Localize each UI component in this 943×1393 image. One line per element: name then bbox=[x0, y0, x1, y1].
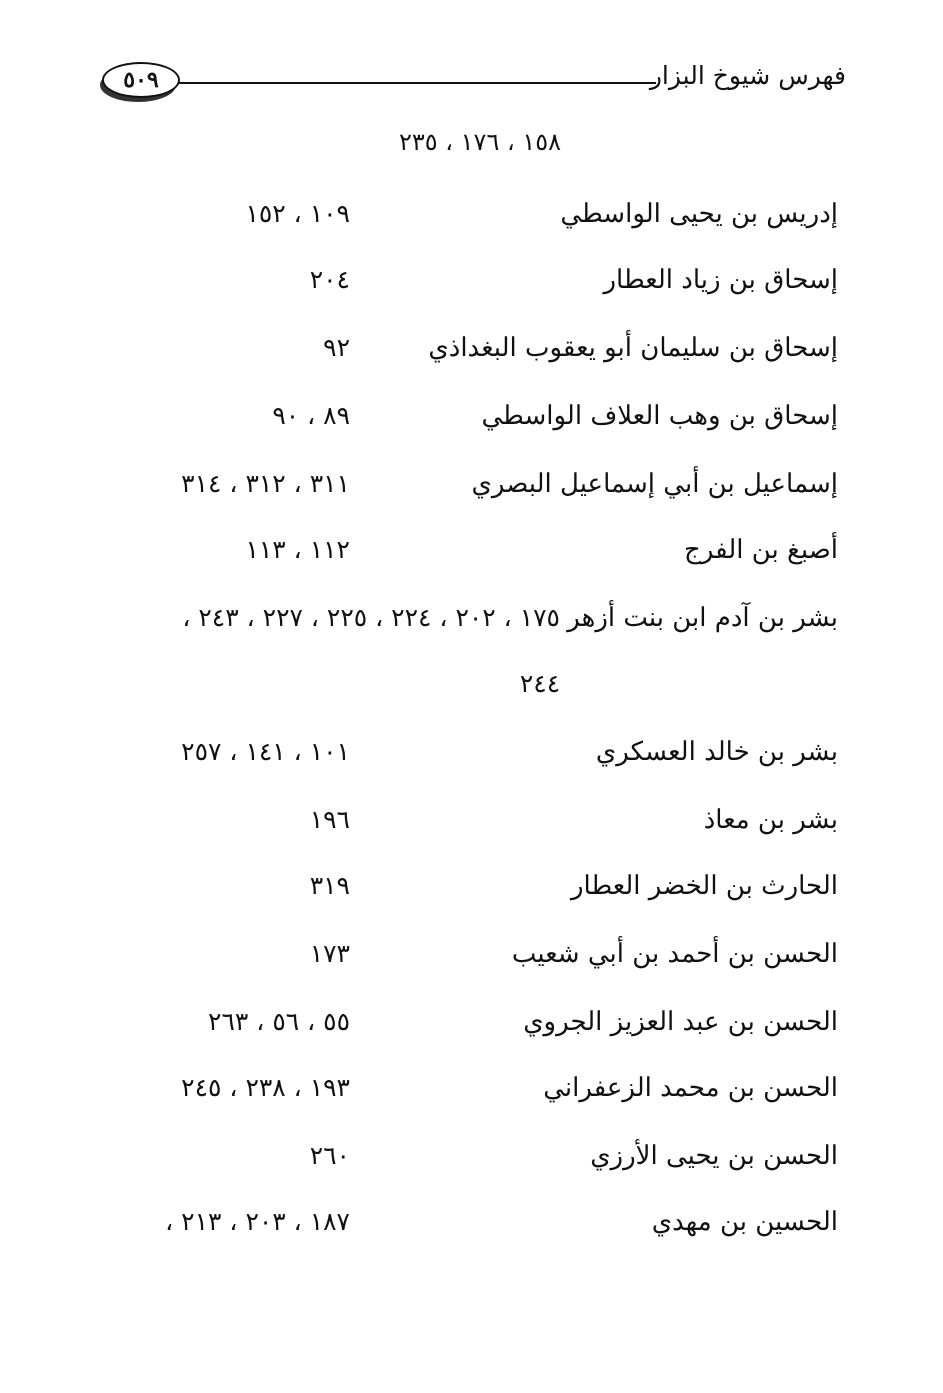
header-rule bbox=[178, 82, 656, 84]
entry-name: بشر بن آدم ابن بنت أزهر bbox=[567, 603, 838, 633]
continuation-line: ١٥٨ ، ١٧٦ ، ٢٣٥ bbox=[398, 128, 562, 156]
entry-name: إسماعيل بن أبي إسماعيل البصري bbox=[471, 469, 838, 499]
entry-pages: ١٧٣ bbox=[309, 939, 350, 968]
entry-name: الحارث بن الخضر العطار bbox=[570, 871, 838, 901]
index-entry bbox=[90, 798, 838, 842]
entry-pages: ٢٠٤ bbox=[309, 265, 350, 294]
index-entry bbox=[90, 864, 838, 908]
entry-name: الحسن بن عبد العزيز الجروي bbox=[523, 1007, 838, 1037]
index-entry bbox=[90, 258, 838, 302]
entry-name: إدريس بن يحيى الواسطي bbox=[560, 199, 838, 229]
index-entry bbox=[90, 326, 838, 370]
index-entry bbox=[90, 462, 838, 506]
entry-pages: ١٠١ ، ١٤١ ، ٢٥٧ bbox=[181, 737, 350, 766]
index-entry bbox=[90, 596, 838, 640]
index-entry bbox=[90, 1066, 838, 1110]
entry-pages: ١٧٥ ، ٢٠٢ ، ٢٢٤ ، ٢٢٥ ، ٢٢٧ ، ٢٤٣ ، bbox=[182, 603, 560, 632]
index-entry bbox=[90, 394, 838, 438]
page-header bbox=[98, 56, 846, 106]
entry-name: الحسن بن أحمد بن أبي شعيب bbox=[511, 939, 838, 969]
entry-pages: ١٩٣ ، ٢٣٨ ، ٢٤٥ bbox=[181, 1073, 350, 1102]
entry-pages: ٣١٩ bbox=[309, 871, 350, 900]
entry-pages: ٣١١ ، ٣١٢ ، ٣١٤ bbox=[181, 469, 350, 498]
entry-name: إسحاق بن زياد العطار bbox=[603, 265, 838, 295]
header-title: فهرس شيوخ البزار bbox=[649, 61, 846, 90]
index-entry bbox=[90, 1134, 838, 1178]
index-entry bbox=[90, 730, 838, 774]
entry-pages: ١٨٧ ، ٢٠٣ ، ٢١٣ ، bbox=[165, 1207, 350, 1236]
page-number: ٥٠٩ bbox=[123, 67, 159, 93]
entry-pages: ٨٩ ، ٩٠ bbox=[272, 401, 350, 430]
entry-name: الحسين بن مهدي bbox=[651, 1207, 838, 1237]
entry-name: بشر بن معاذ bbox=[703, 805, 838, 835]
entry-name: إسحاق بن وهب العلاف الواسطي bbox=[481, 401, 838, 431]
index-entry bbox=[90, 932, 838, 976]
entry-pages: ٩٢ bbox=[323, 333, 350, 362]
entry-name: إسحاق بن سليمان أبو يعقوب البغداذي bbox=[428, 333, 838, 363]
index-entry bbox=[90, 1000, 838, 1044]
entry-pages: ٢٦٠ bbox=[309, 1141, 350, 1170]
page-number-badge bbox=[102, 62, 180, 98]
entry-pages-continuation: ٢٤٤ bbox=[519, 669, 561, 698]
index-entry bbox=[90, 528, 838, 572]
entry-pages: ١١٢ ، ١١٣ bbox=[245, 535, 350, 564]
entry-name: الحسن بن يحيى الأرزي bbox=[590, 1141, 838, 1171]
entry-pages: ٥٥ ، ٥٦ ، ٢٦٣ bbox=[208, 1007, 350, 1036]
entry-name: بشر بن خالد العسكري bbox=[595, 737, 838, 767]
entry-name: الحسن بن محمد الزعفراني bbox=[543, 1073, 838, 1103]
index-entry bbox=[90, 1200, 838, 1244]
entry-pages: ١٩٦ bbox=[309, 805, 350, 834]
entry-name: أصبغ بن الفرج bbox=[684, 535, 838, 565]
entry-pages: ١٠٩ ، ١٥٢ bbox=[245, 199, 350, 228]
index-entry bbox=[90, 192, 838, 236]
